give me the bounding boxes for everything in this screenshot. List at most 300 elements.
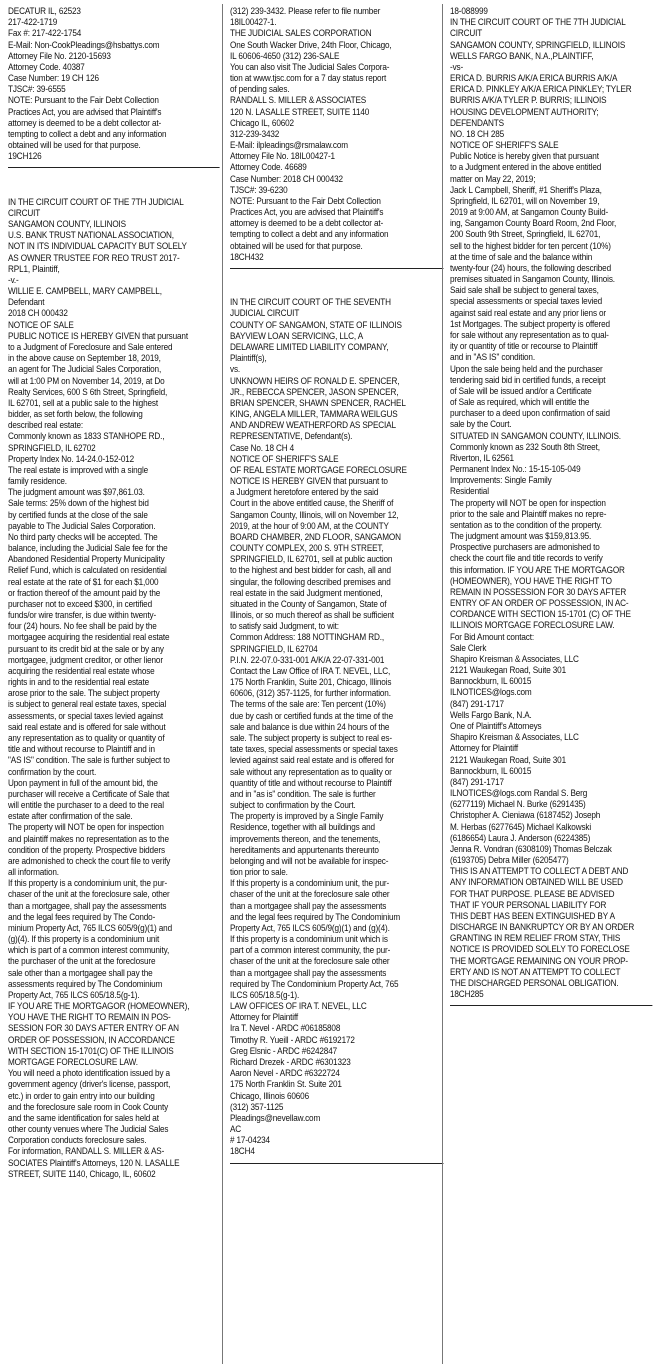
- notice-text-line: WILLIE E. CAMPBELL, MARY CAMPBELL,: [8, 286, 162, 297]
- notice-text-line: Timothy R. Yueill - ARDC #6192172: [230, 1034, 355, 1045]
- notice-text-line: PUBLIC NOTICE IS HEREBY GIVEN that pursuant: [8, 330, 188, 341]
- notice-text-line: Upon the sale being held and the purchaser: [450, 363, 603, 374]
- notice-separator-rule: [8, 167, 220, 168]
- column-divider: [442, 4, 443, 1364]
- notice-text-line: 200 South 9th Street, Springfield, IL 62701,: [450, 229, 601, 240]
- notice-text-line: to a Judgment of Foreclosure and Sale entered: [8, 341, 173, 352]
- notice-text-line: NOTE: Pursuant to the Fair Debt Collection: [230, 195, 381, 206]
- notice-text-line: REMAIN IN POSSESSION FOR 30 DAYS AFTER: [450, 586, 627, 597]
- notice-text-line: and the legal fees required by The Condo-: [8, 911, 156, 922]
- notice-text-line: Riverton, IL 62561: [450, 452, 514, 463]
- notice-text-line: is subject to general real estate taxes, special: [8, 699, 167, 710]
- notice-text-line: TJSC#: 39-6555: [8, 84, 66, 95]
- notice-text-line: singular, the following described premises and: [230, 576, 391, 587]
- notice-text-line: arose prior to the sale. The subject property: [8, 688, 160, 699]
- notice-text-line: and in "AS IS" condition.: [450, 352, 535, 363]
- notice-text-line: IL 60606-4650 (312) 236-SALE: [230, 50, 340, 61]
- notice-text-line: NOTICE OF SHERIFF'S SALE: [230, 453, 339, 464]
- notice-text-line: required by The Condominium Property Act, 765: [230, 978, 399, 989]
- notice-text-line: sale and balance is due within 24 hours of the: [230, 721, 390, 732]
- notice-text-line: If this property is a condominium unit which is: [230, 934, 388, 945]
- notice-text-line: the purchaser of the unit at the foreclosure: [8, 956, 156, 967]
- notice-text-line: which is part of a common interest community,: [8, 945, 170, 956]
- notice-text-line: Said sale shall be subject to general taxes,: [450, 285, 599, 296]
- notice-text-line: You will need a photo identification issued by a: [8, 1068, 170, 1079]
- notice-text-line: minium Property Act, 765 ILCS 605/9(g)(1) and: [8, 922, 172, 933]
- notice-text-line: For Bid Amount contact:: [450, 631, 534, 642]
- notice-text-line: twenty-four (24) hours, the following described: [450, 262, 611, 273]
- notice-text-line: Pleadings@nevellaw.com: [230, 1112, 321, 1123]
- notice-text-line: For information, RANDALL S. MILLER & AS-: [8, 1146, 165, 1157]
- notice-text-line: Contact the Law Office of IRA T. NEVEL, LLC,: [230, 665, 391, 676]
- notice-text-line: NOTICE OF SALE: [8, 319, 74, 330]
- notice-text-line: IL 62701, sell at a public sale to the highest: [8, 397, 158, 408]
- notice-block: [8, 174, 220, 1179]
- notice-text-line: Residential: [450, 486, 489, 497]
- notice-text-line: subject to confirmation by the Court.: [230, 800, 356, 811]
- notice-text-line: (847) 291-1717: [450, 698, 504, 709]
- notice-text-line: 18CH432: [230, 251, 264, 262]
- notice-text-line: Attorney Code. 40387: [8, 61, 85, 72]
- notice-text-line: IN THE CIRCUIT COURT OF THE SEVENTH: [230, 297, 391, 308]
- notice-text-line: balance, including the Judicial Sale fee for the: [8, 543, 168, 554]
- notice-text-line: IN THE CIRCUIT COURT OF THE 7TH JUDICIAL: [8, 196, 184, 207]
- notice-text-line: ENTRY OF AN ORDER OF POSSESSION, IN AC-: [450, 598, 629, 609]
- notice-text-line: Realty Services, 600 S 6th Street, Springfield,: [8, 386, 168, 397]
- notice-text-line: SPRINGFIELD, IL 62704: [230, 643, 318, 654]
- notice-text-line: OF REAL ESTATE MORTGAGE FORECLOSURE: [230, 464, 407, 475]
- notice-text-line: COUNTY OF SANGAMON, STATE OF ILLINOIS: [230, 319, 402, 330]
- notice-text-line: Attorney Code. 46689: [230, 162, 307, 173]
- notice-text-line: to the highest and best bidder for cash, all and: [230, 565, 391, 576]
- notice-text-line: special assessments or special taxes levied: [450, 296, 603, 307]
- notice-text-line: sell to the highest bidder for ten percent (10%): [450, 240, 611, 251]
- notice-text-line: chaser of the unit at the foreclosure sale other: [230, 889, 390, 900]
- notice-text-line: acquiring the residential real estate whose: [8, 665, 155, 676]
- notice-separator-rule: [230, 1163, 443, 1164]
- notice-text-line: etc.) in order to gain entry into our building: [8, 1090, 155, 1101]
- notice-text-line: (6186654) Laura J. Anderson (6224385): [450, 832, 591, 843]
- notice-text-line: STREET, SUITE 1140, Chicago, IL, 60602: [8, 1168, 156, 1179]
- notice-text-line: RANDALL S. MILLER & ASSOCIATES: [230, 95, 367, 106]
- notice-text-line: 2019, at the hour of 9:00 AM, at the COUNTY: [230, 520, 389, 531]
- notice-text-line: than a mortgagee, shall pay the assessments: [8, 900, 167, 911]
- notice-text-line: CIRCUIT: [450, 28, 483, 39]
- notice-text-line: title and without recourse to Plaintiff and in: [8, 744, 155, 755]
- notice-text-line: 120 N. LASALLE STREET, SUITE 1140: [230, 106, 370, 117]
- notice-text-line: LAW OFFICES OF IRA T. NEVEL, LLC: [230, 1001, 367, 1012]
- notice-text-line: NOT IN ITS INDIVIDUAL CAPACITY BUT SOLELY: [8, 241, 187, 252]
- notice-text-line: or fraction thereof of the amount paid by the: [8, 587, 161, 598]
- notice-text-line: bidder, as set forth below, the following: [8, 409, 143, 420]
- notice-text-line: and in "as is" condition. The sale is further: [230, 788, 376, 799]
- notice-text-line: FOR THAT PURPOSE. PLEASE BE ADVISED: [450, 888, 615, 899]
- legal-notice-column-2: [230, 6, 443, 1170]
- notice-text-line: ERICA D. PINKLEY A/K/A ERICA PINKLEY; TYLER: [450, 84, 632, 95]
- notice-text-line: 19CH126: [8, 151, 42, 162]
- notice-text-line: real estate at the rate of $1 for each $1,000: [8, 576, 159, 587]
- notice-text-line: Bannockburn, IL 60015: [450, 765, 532, 776]
- notice-text-line: 18IL00427-1.: [230, 17, 277, 28]
- notice-text-line: BOARD CHAMBER, 2ND FLOOR, SANGAMON: [230, 531, 401, 542]
- notice-text-line: assessments, or special taxes levied against: [8, 710, 164, 721]
- notice-text-line: belonging and will not be available for inspec-: [230, 855, 389, 866]
- notice-text-line: family residence.: [8, 476, 67, 487]
- notice-text-line: Aaron Nevel - ARDC #6322724: [230, 1068, 340, 1079]
- notice-text-line: IF YOU ARE THE MORTGAGOR (HOMEOWNER),: [8, 1001, 190, 1012]
- notice-text-line: purchaser not to exceed $300, in certified: [8, 598, 152, 609]
- notice-text-line: REPRESENTATIVE, Defendant(s).: [230, 431, 353, 442]
- notice-text-line: -v.-: [8, 274, 19, 285]
- notice-text-line: Common Address: 188 NOTTINGHAM RD.,: [230, 632, 384, 643]
- notice-text-line: (6193705) Debra Miller (6205477): [450, 855, 569, 866]
- notice-text-line: are admonished to check the court file to verify: [8, 855, 171, 866]
- notice-text-line: Chicago, Illinois 60606: [230, 1090, 309, 1101]
- notice-text-line: will entitle the purchaser to a deed to the real: [8, 800, 164, 811]
- notice-text-line: government agency (driver's license, passport,: [8, 1079, 171, 1090]
- notice-text-line: four (24) hours. No fee shall be paid by the: [8, 621, 157, 632]
- legal-notice-column-1: [8, 6, 220, 1180]
- notice-text-line: THE DISCHARGED PERSONAL OBLIGATION.: [450, 977, 619, 988]
- notice-text-line: (HOMEOWNER), YOU HAVE THE RIGHT TO: [450, 575, 612, 586]
- notice-separator-rule: [230, 268, 443, 269]
- notice-text-line: DEFENDANTS: [450, 117, 504, 128]
- notice-text-line: Practices Act, you are advised that Plaintiff's: [230, 207, 384, 218]
- notice-text-line: Defendant: [8, 297, 45, 308]
- notice-text-line: at the time of sale and the balance within: [450, 251, 593, 262]
- notice-text-line: 175 North Franklin St. Suite 201: [230, 1079, 342, 1090]
- notice-text-line: The real estate is improved with a single: [8, 464, 149, 475]
- notice-text-line: sentation as to the condition of the property.: [450, 519, 602, 530]
- notice-text-line: tempting to collect a debt and any information: [8, 128, 167, 139]
- notice-text-line: prior to the sale and Plaintiff makes no repre-: [450, 508, 607, 519]
- notice-block: [8, 6, 220, 162]
- notice-text-line: payable to The Judicial Sales Corporation.: [8, 520, 156, 531]
- notice-text-line: rights in and to the residential real estate: [8, 677, 149, 688]
- notice-text-line: BURRIS A/K/A TYLER P. BURRIS; ILLINOIS: [450, 95, 607, 106]
- notice-text-line: Property Act, 765 ILCS 605/18.5(g-1).: [8, 989, 140, 1000]
- notice-text-line: Sale Clerk: [450, 642, 487, 653]
- notice-text-line: DISCHARGE IN BANKRUPTCY OR BY AN ORDER: [450, 922, 635, 933]
- notice-text-line: Upon payment in full of the amount bid, the: [8, 777, 158, 788]
- notice-text-line: to a Judgment entered in the above entitled: [450, 162, 602, 173]
- notice-text-line: Sale terms: 25% down of the highest bid: [8, 498, 149, 509]
- notice-text-line: ing, Sangamon County Board Room, 2nd Floor,: [450, 218, 617, 229]
- notice-text-line: SESSION FOR 30 DAYS AFTER ENTRY OF AN: [8, 1023, 179, 1034]
- blank-line: [8, 174, 220, 185]
- notice-text-line: in the above cause on September 18, 2019,: [8, 353, 161, 364]
- notice-text-line: Residence, together with all buildings and: [230, 822, 375, 833]
- notice-block: [230, 275, 443, 1158]
- notice-text-line: Greg Elsnic - ARDC #6242847: [230, 1045, 338, 1056]
- notice-text-line: RPL1, Plaintiff,: [8, 263, 60, 274]
- notice-text-line: Case Number: 2018 CH 000432: [230, 173, 343, 184]
- notice-text-line: Bannockburn, IL 60015: [450, 676, 532, 687]
- notice-text-line: tion at www.tjsc.com for a 7 day status report: [230, 73, 387, 84]
- notice-text-line: Fax #: 217-422-1754: [8, 28, 82, 39]
- notice-text-line: 18CH285: [450, 989, 484, 1000]
- notice-text-line: The terms of the sale are: Ten percent (10%): [230, 699, 386, 710]
- notice-text-line: DECATUR IL, 62523: [8, 6, 81, 16]
- notice-text-line: 18CH4: [230, 1146, 255, 1157]
- notice-text-line: assessments required by The Condominium: [8, 978, 163, 989]
- notice-text-line: and the same identification for sales held at: [8, 1112, 159, 1123]
- notice-text-line: 217-422-1719: [8, 17, 58, 28]
- notice-text-line: GRANTING IN REM RELIEF FROM STAY, THIS: [450, 933, 621, 944]
- notice-text-line: Jenna R. Vondran (6308109) Thomas Belczak: [450, 843, 612, 854]
- notice-text-line: AC: [230, 1124, 242, 1135]
- notice-text-line: Property Act, 765 ILCS 605/9(g)(1) and (g)(4).: [230, 922, 390, 933]
- notice-text-line: ity or quantity of title or recourse to Plaintiff: [450, 341, 598, 352]
- notice-text-line: Improvements: Single Family: [450, 475, 552, 486]
- notice-text-line: One of Plaintiff's Attorneys: [450, 721, 542, 731]
- notice-text-line: tendering said bid in certified funds, a receipt: [450, 374, 606, 385]
- notice-text-line: 2019 at 9:00 AM, at Sangamon County Build-: [450, 207, 609, 218]
- notice-separator-rule: [450, 1005, 652, 1006]
- notice-text-line: by certified funds at the close of the sale: [8, 509, 148, 520]
- notice-text-line: "AS IS" condition. The sale is further subject to: [8, 755, 170, 766]
- notice-text-line: DELAWARE LIMITED LIABILITY COMPANY,: [230, 341, 389, 352]
- blank-line: [230, 286, 443, 297]
- notice-text-line: Springfield, IL 62701, will on November 19,: [450, 195, 600, 206]
- notice-block: [450, 6, 652, 1000]
- notice-text-line: mortgagee acquiring the residential real estate: [8, 632, 170, 643]
- notice-text-line: Illinois, or so much thereof as shall be sufficient: [230, 610, 394, 621]
- notice-text-line: CIRCUIT: [8, 207, 41, 218]
- notice-text-line: quantity of title and without recourse to Plaintiff: [230, 777, 392, 788]
- notice-text-line: NO. 18 CH 285: [450, 128, 505, 139]
- notice-text-line: E-Mail: ilpleadings@rsmalaw.com: [230, 140, 348, 151]
- notice-text-line: sale without any representation as to quality or: [230, 766, 392, 777]
- notice-text-line: Corporation conducts foreclosure sales.: [8, 1135, 147, 1146]
- notice-text-line: a Judgment heretofore entered by the said: [230, 487, 379, 498]
- notice-text-line: Permanent Index No.: 15-15-105-049: [450, 464, 581, 475]
- notice-text-line: and plaintiff makes no representation as to the: [8, 833, 169, 844]
- notice-text-line: M. Herbas (6277645) Michael Kalkowski: [450, 821, 592, 832]
- notice-text-line: SPRINGFIELD, IL 62701, sell at public auction: [230, 554, 393, 565]
- notice-text-line: ERICA D. BURRIS A/K/A ERICA BURRIS A/K/A: [450, 73, 618, 84]
- notice-text-line: levied against said real estate and is offered for: [230, 755, 395, 766]
- notice-text-line: Relief Fund, which is calculated on residential: [8, 565, 167, 576]
- notice-text-line: due by cash or certified funds at the time of the: [230, 710, 393, 721]
- notice-text-line: said real estate and is offered for sale without: [8, 721, 166, 732]
- notice-text-line: and the legal fees required by The Condominium: [230, 911, 401, 922]
- notice-text-line: any representation as to quality or quantity of: [8, 733, 165, 743]
- notice-text-line: of pending sales.: [230, 84, 290, 95]
- notice-text-line: 2018 CH 000432: [8, 308, 68, 319]
- notice-text-line: ILCS 605/18.5(g-1).: [230, 989, 300, 1000]
- notice-text-line: sale. The subject property is subject to real es-: [230, 733, 392, 743]
- notice-text-line: SITUATED IN SANGAMON COUNTY, ILLINOIS.: [450, 430, 621, 441]
- notice-text-line: hereditaments and appurtenants thereunto: [230, 844, 379, 855]
- notice-text-line: THAT IF YOUR PERSONAL LIABILITY FOR: [450, 899, 607, 910]
- notice-text-line: SANGAMON COUNTY, ILLINOIS: [8, 219, 127, 230]
- notice-text-line: chaser of the unit at the foreclosure sale, other: [8, 889, 170, 900]
- notice-text-line: Public Notice is hereby given that pursuant: [450, 151, 599, 162]
- blank-line: [8, 186, 220, 197]
- notice-text-line: vs.: [230, 364, 241, 375]
- notice-text-line: estate after confirmation of the sale.: [8, 811, 133, 822]
- notice-text-line: 312-239-3432: [230, 128, 280, 139]
- notice-text-line: The property will NOT be open for inspection: [450, 497, 606, 508]
- notice-text-line: JUDICIAL CIRCUIT: [230, 308, 300, 319]
- notice-text-line: If this property is a condominium unit, the pur-: [8, 878, 168, 889]
- notice-text-line: No third party checks will be accepted. The: [8, 531, 158, 542]
- notice-text-line: -vs-: [450, 61, 464, 72]
- notice-text-line: Attorney for Plaintiff: [450, 743, 519, 754]
- notice-text-line: Property Index No. 14-24.0-152-012: [8, 453, 135, 464]
- notice-text-line: purchaser will receive a Certificate of Sale that: [8, 788, 170, 799]
- notice-text-line: Prospective purchasers are admonished to: [450, 542, 600, 553]
- notice-text-line: ORDER OF POSSESSION, IN ACCORDANCE: [8, 1034, 175, 1045]
- notice-text-line: obtained will be used for that purpose.: [230, 240, 363, 251]
- notice-text-line: obtained will be used for that purpose.: [8, 140, 141, 151]
- notice-text-line: than a mortgagee shall pay the assessments: [230, 967, 387, 978]
- notice-text-line: (g)(4). If this property is a condominium unit: [8, 934, 160, 945]
- notice-text-line: than a mortgagee shall pay the assessments: [230, 900, 387, 911]
- notice-text-line: Practices Act, you are advised that Plaintiff's: [8, 106, 162, 117]
- notice-text-line: condition of the property. Prospective bidders: [8, 844, 165, 855]
- notice-text-line: situated in the County of Sangamon, State of: [230, 598, 387, 609]
- notice-block: [230, 6, 443, 263]
- notice-text-line: Attorney for Plaintiff: [230, 1012, 299, 1023]
- notice-text-line: Case Number: 19 CH 126: [8, 73, 99, 84]
- notice-text-line: NOTE: Pursuant to the Fair Debt Collection: [8, 95, 159, 106]
- notice-text-line: 175 North Franklin, Suite 201, Chicago, Illinois: [230, 677, 392, 688]
- notice-text-line: If this property is a condominium unit, the pur-: [230, 878, 390, 889]
- notice-text-line: ANY INFORMATION OBTAINED WILL BE USED: [450, 877, 623, 888]
- notice-text-line: of Sale as required, which will entitle the: [450, 397, 590, 408]
- notice-text-line: 60606, (312) 357-1125, for further information.: [230, 688, 391, 699]
- notice-text-line: will at 1:00 PM on November 14, 2019, at Do: [8, 375, 165, 386]
- notice-text-line: The property will NOT be open for inspection: [8, 822, 164, 833]
- column-divider: [222, 4, 223, 1364]
- notice-text-line: WITH SECTION 15-1701(C) OF THE ILLINOIS: [8, 1045, 174, 1056]
- notice-text-line: ERTY AND IS NOT AN ATTEMPT TO COLLECT: [450, 966, 621, 977]
- notice-text-line: NOTICE IS HEREBY GIVEN that pursuant to: [230, 476, 388, 487]
- blank-line: [230, 275, 443, 286]
- notice-text-line: YOU HAVE THE RIGHT TO REMAIN IN POS-: [8, 1012, 171, 1023]
- notice-text-line: NOTICE IS PROVIDED SOLELY TO FORECLOSE: [450, 944, 630, 955]
- notice-text-line: Abandoned Residential Property Municipality: [8, 554, 165, 565]
- notice-text-line: sale by the Court.: [450, 419, 512, 430]
- notice-text-line: matter on May 22, 2019;: [450, 173, 536, 184]
- notice-text-line: E-Mail: Non-CookPleadings@hsbattys.com: [8, 39, 160, 50]
- notice-text-line: (6277119) Michael N. Burke (6291435): [450, 799, 586, 810]
- notice-text-line: Richard Drezek - ARDC #6301323: [230, 1056, 351, 1067]
- notice-text-line: JR., REBECCA SPENCER, JASON SPENCER,: [230, 386, 399, 397]
- notice-text-line: WELLS FARGO BANK, N.A.,PLAINTIFF,: [450, 50, 594, 61]
- notice-text-line: 18-088999: [450, 6, 488, 16]
- notice-text-line: Jack L Campbell, Sheriff, #1 Sheriff's Plaza,: [450, 184, 602, 195]
- notice-text-line: U.S. BANK TRUST NATIONAL ASSOCIATION,: [8, 230, 174, 241]
- notice-text-line: UNKNOWN HEIRS OF RONALD E. SPENCER,: [230, 375, 400, 386]
- notice-text-line: tion prior to sale.: [230, 867, 288, 878]
- notice-text-line: (847) 291-1717: [450, 776, 504, 787]
- notice-text-line: BAYVIEW LOAN SERVICING, LLC, A: [230, 330, 364, 341]
- notice-text-line: SOCIATES Plaintiff's Attorneys, 120 N. LASALLE: [8, 1157, 180, 1168]
- notice-text-line: Wells Fargo Bank, N.A.: [450, 709, 532, 720]
- notice-text-line: Attorney File No. 2120-15693: [8, 50, 111, 61]
- notice-text-line: premises situated in Sangamon County, Illinois.: [450, 274, 615, 285]
- notice-text-line: TJSC#: 39-6230: [230, 184, 288, 195]
- notice-text-line: all information.: [8, 867, 59, 878]
- notice-text-line: The judgment amount was $159,813.95.: [450, 531, 592, 542]
- notice-text-line: (312) 239-3432. Please refer to file number: [230, 6, 381, 16]
- notice-text-line: Commonly known as 1833 STANHOPE RD.,: [8, 431, 165, 442]
- notice-text-line: KING, ANGELA MILLER, TAMMARA WEILGUS: [230, 409, 398, 420]
- notice-text-line: # 17-04234: [230, 1135, 270, 1146]
- notice-text-line: for sale without any representation as to qual-: [450, 329, 609, 340]
- notice-text-line: Chicago IL, 60602: [230, 117, 294, 128]
- notice-text-line: ILNOTICES@logs.com: [450, 687, 532, 698]
- notice-text-line: COUNTY COMPLEX, 200 S. 9TH STREET,: [230, 543, 384, 554]
- notice-text-line: to satisfy said Judgment, to wit:: [230, 621, 339, 632]
- notice-text-line: THE MORTGAGE REMAINING ON YOUR PROP-: [450, 955, 629, 966]
- notice-text-line: attorney is deemed to be a debt collector at-: [230, 218, 384, 229]
- notice-text-line: THIS IS AN ATTEMPT TO COLLECT A DEBT AND: [450, 866, 629, 877]
- notice-text-line: part of a common interest community, the pur-: [230, 945, 391, 956]
- notice-text-line: One South Wacker Drive, 24th Floor, Chicago,: [230, 39, 392, 50]
- notice-text-line: other county venues where The Judicial Sales: [8, 1124, 169, 1135]
- notice-text-line: ILLINOIS MORTGAGE FORECLOSURE LAW.: [450, 620, 615, 631]
- notice-text-line: Ira T. Nevel - ARDC #06185808: [230, 1023, 341, 1034]
- notice-text-line: pursuant to its credit bid at the sale or by any: [8, 643, 164, 654]
- notice-text-line: Court in the above entitled cause, the Sheriff of: [230, 498, 394, 509]
- notice-text-line: CORDANCE WITH SECTION 15-1701 (C) OF THE: [450, 609, 631, 620]
- notice-text-line: The judgment amount was $97,861.03.: [8, 487, 145, 498]
- notice-text-line: THIS DEBT HAS BEEN EXTINGUISHED BY A: [450, 910, 615, 921]
- notice-text-line: HOUSING DEVELOPMENT AUTHORITY;: [450, 106, 599, 117]
- notice-text-line: Shapiro Kreisman & Associates, LLC: [450, 732, 579, 743]
- notice-text-line: purchaser to a deed upon confirmation of said: [450, 408, 610, 419]
- notice-text-line: real estate in the said Judgment mentioned,: [230, 587, 383, 598]
- notice-text-line: AS OWNER TRUSTEE FOR REO TRUST 2017-: [8, 252, 180, 263]
- notice-text-line: mortgagee, judgment creditor, or other lienor: [8, 654, 163, 665]
- notice-text-line: NOTICE OF SHERIFF'S SALE: [450, 140, 559, 151]
- notice-text-line: Christopher A. Cieniawa (6187452) Joseph: [450, 810, 601, 821]
- notice-text-line: improvements thereon, and the tenements,: [230, 833, 381, 844]
- notice-text-line: AND ANDREW WEATHERFORD AS SPECIAL: [230, 420, 396, 431]
- notice-text-line: SANGAMON COUNTY, SPRINGFIELD, ILLINOIS: [450, 39, 626, 50]
- notice-text-line: and the foreclosure sale room in Cook County: [8, 1101, 169, 1112]
- notice-text-line: an agent for The Judicial Sales Corporation,: [8, 364, 162, 375]
- notice-text-line: tate taxes, special assessments or special taxes: [230, 744, 398, 755]
- notice-text-line: ILNOTICES@logs.com Randal S. Berg: [450, 788, 588, 799]
- notice-text-line: chaser of the unit at the foreclosure sale other: [230, 956, 390, 967]
- notice-text-line: Commonly known as 232 South 8th Street,: [450, 441, 600, 452]
- notice-text-line: check the court file and title records to verify: [450, 553, 603, 564]
- notice-text-line: The property is improved by a Single Family: [230, 811, 384, 822]
- notice-text-line: P.I.N. 22-07.0-331-001 A/K/A 22-07-331-001: [230, 654, 385, 665]
- notice-text-line: funds/or wire transfer, is due within twenty-: [8, 610, 157, 621]
- notice-text-line: Case No. 18 CH 4: [230, 442, 295, 453]
- notice-text-line: THE JUDICIAL SALES CORPORATION: [230, 28, 372, 39]
- notice-text-line: 2121 Waukegan Road, Suite 301: [450, 665, 566, 676]
- notice-text-line: BRIAN SPENCER, SHAWN SPENCER, RACHEL: [230, 397, 406, 408]
- notice-text-line: SPRINGFIELD, IL 62702: [8, 442, 96, 453]
- notice-text-line: Plaintiff(s),: [230, 353, 267, 364]
- notice-text-line: 2121 Waukegan Road, Suite 301: [450, 754, 566, 765]
- notice-text-line: of Sale will be issued and/or a Certificate: [450, 385, 592, 396]
- notice-text-line: 1st Mortgages. The subject property is offered: [450, 318, 610, 329]
- notice-text-line: You can also visit The Judicial Sales Corpora-: [230, 61, 390, 72]
- notice-text-line: this information. IF YOU ARE THE MORTGAGOR: [450, 564, 625, 575]
- notice-text-line: confirmation by the court.: [8, 766, 97, 777]
- legal-notice-column-3: [450, 6, 652, 1012]
- notice-text-line: against said real estate and any prior liens or: [450, 307, 607, 318]
- notice-text-line: Sangamon County, Illinois, will on November 12,: [230, 509, 399, 520]
